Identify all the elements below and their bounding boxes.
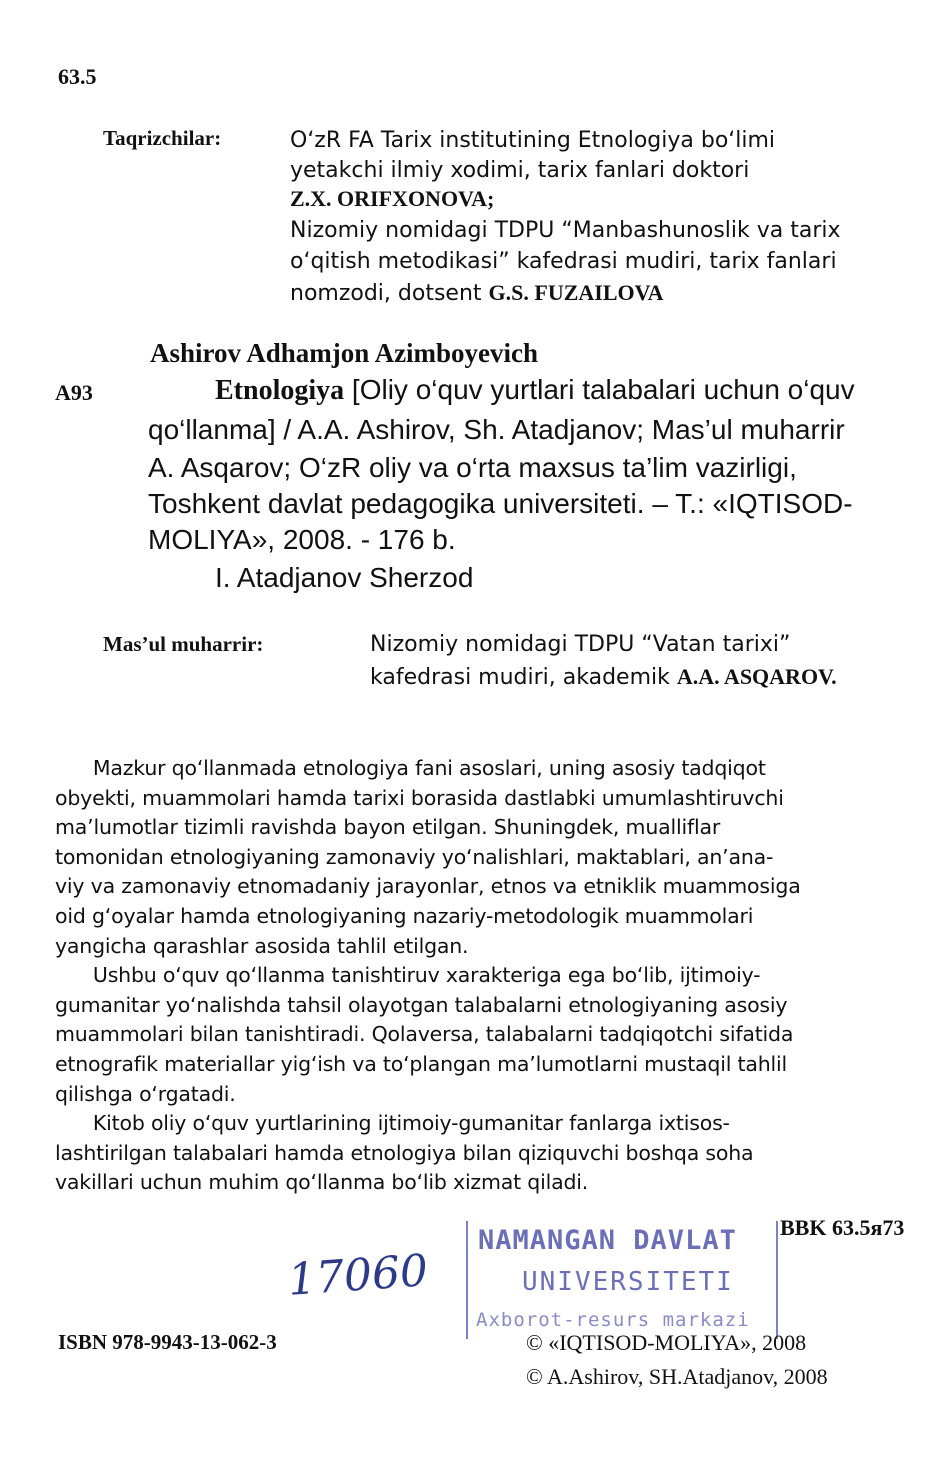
reviewer-name: G.S. FUZAILOVA [488,280,664,305]
bibliographic-line: MOLIYA», 2008. - 176 b. [148,524,456,555]
book-title: Etnologiya [215,375,345,406]
annotation-line: oid g‘oyalar hamda etnologiyaning nazariy-metodologik muammolari [55,904,754,928]
bibliographic-text: [Oliy o‘quv yurtlari talabalari uchun o‘quv [344,374,855,405]
reviewer-line: o‘qitish metodikasi” kafedrasi mudiri, tarix fanlari [290,249,837,274]
annotation-line: obyekti, muammolari hamda tarixi borasida dastlabki umumlashtiruvchi [55,785,784,810]
isbn: ISBN 978-9943-13-062-3 [58,1330,277,1354]
bibliographic-line: Toshkent davlat pedagogika universiteti. – T.: «IQTISOD- [148,488,853,519]
annotation-line: ma’lumotlar tizimli ravishda bayon etilgan. Shuningdek, mualliflar [55,815,721,840]
library-stamp [466,1217,778,1341]
inventory-number: 17060 [286,1245,430,1306]
stamp-line: NAMANGAN DAVLAT [478,1225,737,1256]
annotation-line: lashtirilgan talabalari hamda etnologiya bilan qiziquvchi boshqa soha [55,1140,754,1165]
editor-line [370,664,837,690]
annotation-line: Mazkur qo‘llanmada etnologiya fani asoslari, uning asosiy tadqiqot [55,756,766,780]
annotation-line: muammolari bilan tanishtiradi. Qolaversa, talabalarni tadqiqotchi sifatida [55,1022,794,1047]
editor-line: Nizomiy nomidagi TDPU “Vatan tarixi” [370,632,791,657]
author-heading: Ashirov Adhamjon Azimboyevich [150,338,539,368]
reviewer-line: O‘zR FA Tarix institutining Etnologiya bo‘limi [290,128,776,153]
editor-label: Mas’ul muharrir: [103,632,264,656]
editor-name: A.A. ASQAROV. [676,664,837,689]
annotation-line: yangicha qarashlar asosida tahlil etilgan. [55,933,469,958]
editor-title: kafedrasi mudiri, akademik [370,665,670,690]
annotation-line: Ushbu o‘quv qo‘llanma tanishtiruv xarakteriga ega bo‘lib, ijtimoiy- [55,963,761,988]
annotation-line: Kitob oliy o‘quv yurtlarining ijtimoiy-gumanitar fanlarga ixtisos- [55,1111,730,1136]
annotation-line: etnografik materiallar yig‘ish va to‘plangan ma’lumotlarni mustaqil tahlil [55,1052,788,1076]
bibliographic-line: qo‘llanma] / A.A. Ashirov, Sh. Atadjanov; Mas’ul muharrir [148,414,845,445]
udc-code: 63.5 [58,64,97,89]
annotation-line: gumanitar yo‘nalishda tahsil olayotgan talabalarni etnologiyaning asosiy [55,992,788,1017]
bbk-code: BBK 63.5я73 [780,1215,905,1240]
annotation-line: vakillari uchun muhim qo‘llanma bo‘lib xizmat qiladi. [55,1170,589,1195]
stamp-line: UNIVERSITETI [522,1267,734,1297]
shelf-mark: A93 [55,380,93,405]
reviewers-label: Taqrizchilar: [103,126,222,150]
annotation-line: viy va zamonaviy etnomadaniy jarayonlar, etnos va etniklik muammosiga [55,874,801,899]
bibliographic-line [215,374,855,407]
reviewer-line [290,280,664,306]
reviewer-name: Z.X. ORIFXONOVA; [290,186,495,211]
annotation-line: qilishga o‘rgatadi. [55,1081,236,1106]
reviewer-line: Nizomiy nomidagi TDPU “Manbashunoslik va tarix [290,218,841,243]
annotation-line: tomonidan etnologiyaning zamonaviy yo‘nalishlari, maktablari, an’ana- [55,844,774,869]
reviewer-title: nomzodi, dotsent [290,281,482,306]
stamp-line: Axborot-resurs markazi [476,1309,750,1331]
copyright-line: © A.Ashirov, SH.Atadjanov, 2008 [526,1364,828,1389]
reviewer-line: yetakchi ilmiy xodimi, tarix fanlari doktori [290,158,750,183]
coauthor-entry: I. Atadjanov Sherzod [215,562,474,593]
copyright-line: © «IQTISOD-MOLIYA», 2008 [526,1330,807,1355]
bibliographic-line: A. Asqarov; O‘zR oliy va o‘rta maxsus ta’lim vazirligi, [148,452,797,483]
